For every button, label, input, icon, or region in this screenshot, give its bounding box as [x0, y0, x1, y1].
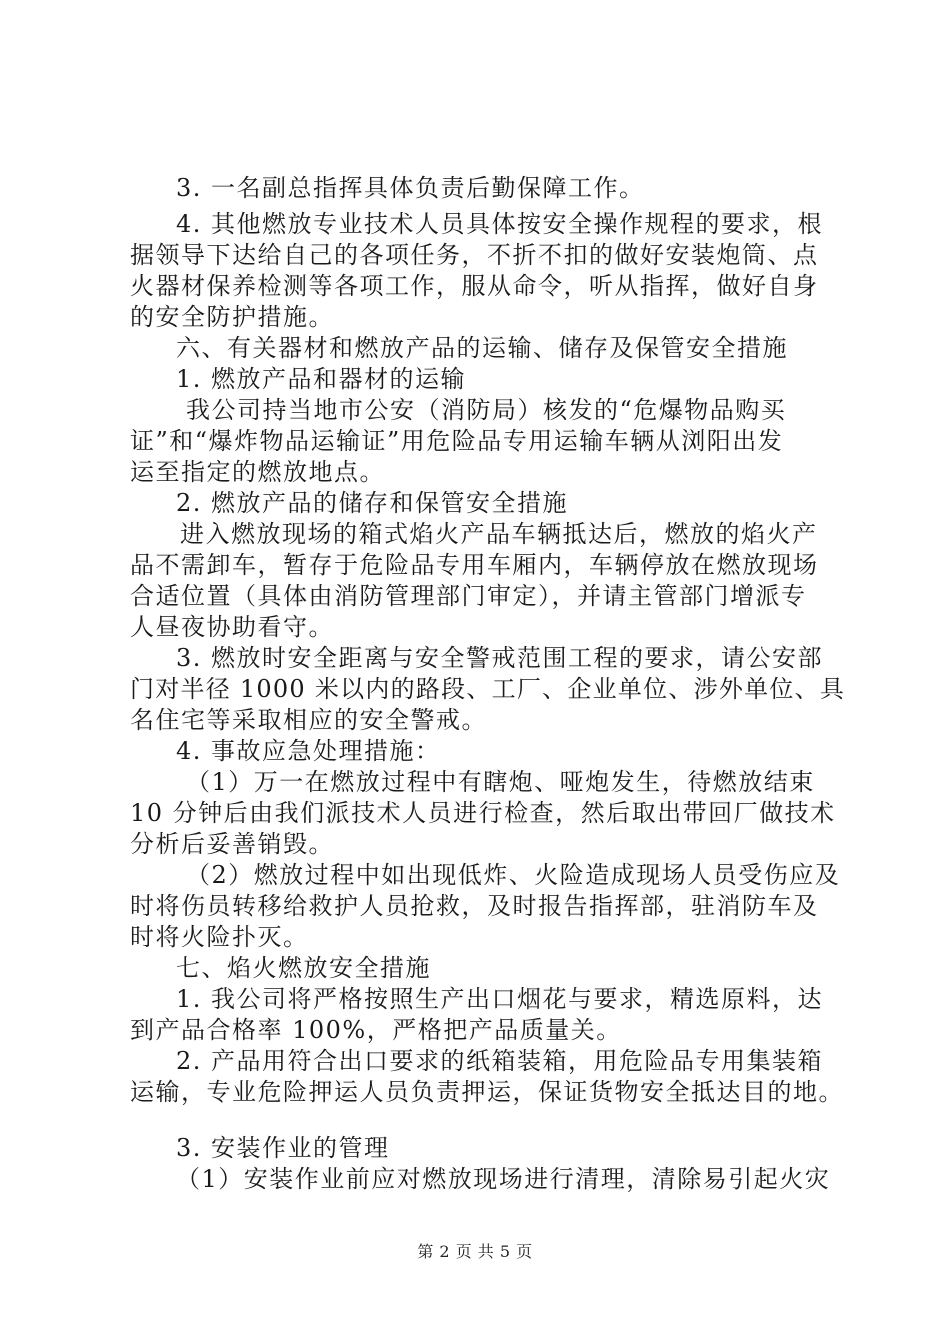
text-line: 10 分钟后由我们派技术人员进行检查，然后取出带回厂做技术: [130, 799, 836, 827]
text-line: 1. 我公司将严格按照生产出口烟花与要求，精选原料，达: [176, 985, 824, 1013]
section-heading: 六、有关器材和燃放产品的运输、储存及保管安全措施: [176, 334, 788, 362]
text-line: 人昼夜协助看守。: [130, 613, 334, 641]
subsection-heading: 2. 燃放产品的储存和保管安全措施: [176, 489, 569, 517]
subsection-heading: 4. 事故应急处理措施：: [176, 737, 441, 765]
page-footer: 第 2 页 共 5 页: [417, 1242, 533, 1261]
text-line: 时将火险扑灭。: [130, 923, 309, 951]
text-line: 火器材保养检测等各项工作，服从命令，听从指挥，做好自身: [130, 272, 819, 300]
text-line: 名住宅等采取相应的安全警戒。: [130, 706, 487, 734]
subsection-heading: 1. 燃放产品和器材的运输: [176, 365, 467, 393]
text-line: 进入燃放现场的箱式焰火产品车辆抵达后，燃放的焰火产: [180, 520, 818, 548]
section-heading: 七、焰火燃放安全措施: [176, 954, 431, 982]
text-line: 的安全防护措施。: [130, 303, 334, 331]
text-line: 2. 产品用符合出口要求的纸箱装箱，用危险品专用集装箱: [176, 1047, 824, 1075]
text-line: 4. 其他燃放专业技术人员具体按安全操作规程的要求，根: [176, 210, 824, 238]
text-line: 3. 燃放时安全距离与安全警戒范围工程的要求，请公安部: [176, 644, 824, 672]
text-line: 运输，专业危险押运人员负责押运，保证货物安全抵达目的地。: [130, 1078, 844, 1106]
text-line: 证”和“爆炸物品运输证”用危险品专用运输车辆从浏阳出发: [130, 427, 784, 455]
text-line: 我公司持当地市公安（消防局）核发的“危爆物品购买: [186, 396, 787, 424]
text-line: （2）燃放过程中如出现低炸、火险造成现场人员受伤应及: [186, 861, 841, 889]
text-line: 据领导下达给自己的各项任务，不折不扣的做好安装炮筒、点: [130, 241, 819, 269]
text-line: 分析后妥善销毁。: [130, 830, 334, 858]
subsection-heading: 3. 安装作业的管理: [176, 1134, 390, 1162]
text-line: 3. 一名副总指挥具体负责后勤保障工作。: [176, 174, 645, 202]
text-line: 合适位置（具体由消防管理部门审定），并请主管部门增派专: [130, 582, 807, 610]
text-line: 门对半径 1000 米以内的路段、工厂、企业单位、涉外单位、具: [130, 675, 846, 703]
text-line: 到产品合格率 100%，严格把产品质量关。: [130, 1016, 622, 1044]
text-line: 运至指定的燃放地点。: [130, 458, 385, 486]
text-line: 品不需卸车，暂存于危险品专用车厢内，车辆停放在燃放现场: [130, 551, 819, 579]
text-line: （1）安装作业前应对燃放现场进行清理，清除易引起火灾: [176, 1165, 831, 1193]
text-line: 时将伤员转移给救护人员抢救，及时报告指挥部，驻消防车及: [130, 892, 819, 920]
text-line: （1）万一在燃放过程中有瞎炮、哑炮发生，待燃放结束: [186, 768, 815, 796]
